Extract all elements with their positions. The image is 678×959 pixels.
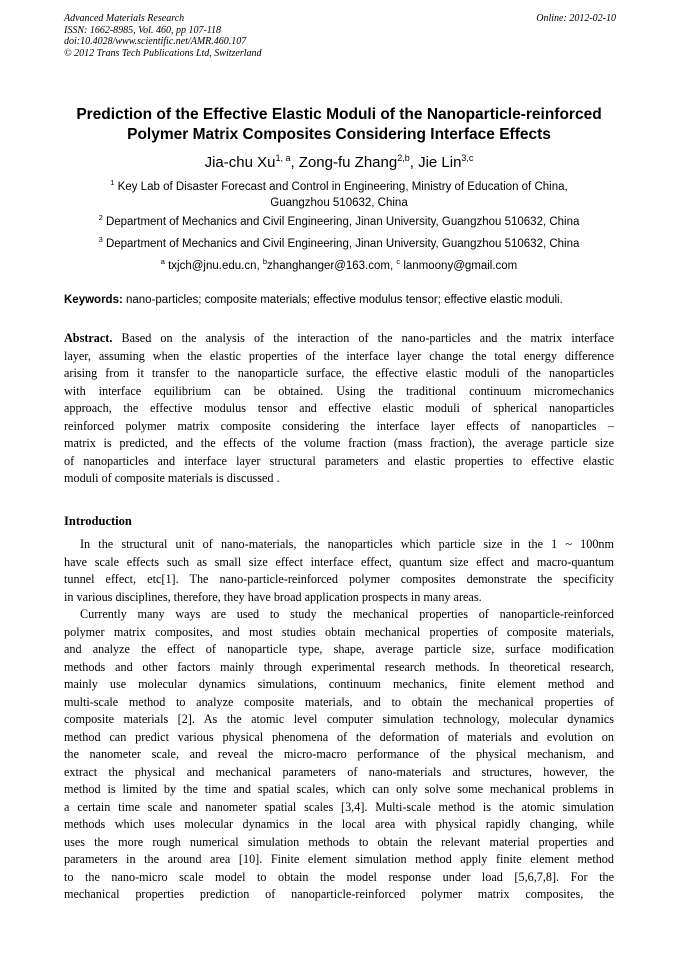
email-c: lanmoony@gmail.com (403, 260, 518, 272)
journal-header (64, 13, 262, 59)
abstract-line: moduli of composite materials is discussed . (64, 471, 280, 485)
affiliation-number: 2 (98, 213, 103, 223)
author-name: Jia-chu Xu (204, 154, 276, 171)
abstract-line (64, 330, 614, 348)
intro-line: mainly use molecular dynamics simulations, continuum mechanics, finite element method and (64, 677, 614, 691)
abstract-line: layer, assuming when the elastic properties of the interface layer change the total energy difference (64, 348, 614, 363)
intro-line: tunnel effect, etc[1]. The nano-particle-reinforced polymer composites demonstrate the specificity (64, 572, 614, 586)
journal-name: Advanced Materials Research (64, 13, 185, 24)
intro-line: to the nano-micro scale model to obtain the model response under load [5,6,7,8]. For the (64, 869, 614, 884)
abstract-label: Abstract. (64, 331, 113, 345)
email-marker: b (262, 257, 268, 267)
affiliation-text: Department of Mechanics and Civil Engineering, Jinan University, Guangzhou 510632, China (105, 216, 580, 228)
keywords-label: Keywords: (64, 294, 123, 306)
intro-line: mechanical properties prediction of nanoparticle-reinforced polymer matrix composites, the (64, 887, 614, 901)
abstract-line: approach, the effective modulus tensor and effective elastic moduli of spherical nanoparticles (64, 401, 614, 415)
email-marker: a (160, 257, 165, 267)
abstract-line: reinforced polymer matrix composite considering the interface layer effects of nanoparticles – (64, 418, 614, 433)
abstract-line-text: Based on the analysis of the interaction of the nano-particles and the matrix interface (112, 331, 614, 345)
abstract-line: with interface equilibrium can be obtained. Using the traditional continuum micromechanics (64, 383, 614, 398)
affiliation-number: 3 (98, 235, 103, 245)
author-affil-marker: 2,b (397, 153, 410, 163)
affiliation-2 (40, 214, 638, 230)
author-name: Jie Lin (418, 154, 462, 171)
copyright-line: © 2012 Trans Tech Publications Ltd, Switzerland (64, 47, 262, 59)
online-date: Online: 2012-02-10 (536, 13, 616, 24)
issn-line: ISSN: 1662-8985, Vol. 460, pp 107-118 (64, 24, 222, 36)
affiliation-text: Key Lab of Disaster Forecast and Control in Engineering, Ministry of Education of China, (117, 181, 568, 193)
title-line-2: Polymer Matrix Composites Considering Interface Effects (127, 126, 551, 143)
email-a: txjch@jnu.edu.cn, (168, 260, 263, 272)
intro-line: extract the physical and mechanical parameters of nano-materials and structures, however, the (64, 764, 614, 779)
affiliation-1 (40, 179, 638, 211)
author-separator: , (290, 154, 299, 171)
intro-line: in various disciplines, therefore, they have broad application prospects in many areas. (64, 589, 482, 604)
intro-line: Currently many ways are used to study the mechanical properties of nanoparticle-reinforced (80, 607, 614, 621)
intro-line: In the structural unit of nano-materials, the nanoparticles which particle size in the 1 ~ 100nm (80, 537, 614, 551)
author-list (40, 153, 638, 173)
intro-line: composite materials [2]. As the atomic level computer simulation technology, molecular dynamics (64, 712, 614, 726)
intro-line: polymer matrix composites, and most studies obtain mechanical properties of composite materials, (64, 624, 614, 639)
affiliation-3 (40, 236, 638, 252)
author-affil-marker: 3,c (461, 153, 474, 163)
abstract-line: arising from it transfer to the nanoparticle surface, the effective elastic moduli of the nanoparticles (64, 366, 614, 380)
abstract-line: of nanoparticles and interface layer structural parameters and elastic properties to effective elastic (64, 453, 614, 468)
introduction-section (64, 536, 614, 904)
title-line-1: Prediction of the Effective Elastic Moduli of the Nanoparticle-reinforced (76, 106, 602, 123)
intro-line: multi-scale method to analyze composite materials, and to obtain the mechanical properties of (64, 694, 614, 709)
abstract-section (64, 330, 614, 488)
affiliation-text: Guangzhou 510632, China (270, 197, 408, 209)
email-marker: c (396, 257, 401, 267)
author-emails (40, 258, 638, 274)
intro-line: method is limited by the time and spatial scales, which can only solve some mechanical problems in (64, 782, 614, 796)
intro-line: method can predict various physical phenomena of the deformation of materials and evolution on (64, 729, 614, 744)
intro-line: and analyze the effect of nanoparticle type, shape, average particle size, surface modification (64, 642, 614, 656)
affiliation-text: Department of Mechanics and Civil Engineering, Jinan University, Guangzhou 510632, China (105, 238, 580, 250)
intro-line: have scale effects such as small size effect interface effect, quantum size effect and macro-quantum (64, 554, 614, 569)
email-b: zhanghanger@163.com, (267, 260, 397, 272)
author-separator: , (409, 154, 419, 171)
keywords-line (64, 292, 624, 308)
abstract-line: matrix is predicted, and the effects of the volume fraction (mass fraction), the average particle size (64, 436, 614, 450)
intro-line: a certain time scale and nanometer spatial scales [3,4]. Multi-scale method is the atomic simulation (64, 799, 614, 814)
intro-line: methods and other factors mainly through experimental research methods. In theoretical research, (64, 659, 614, 674)
intro-line: parameters in the around area [10]. Finite element simulation method apply finite element method (64, 852, 614, 866)
affiliation-number: 1 (110, 178, 115, 188)
doi-line: doi:10.4028/www.scientific.net/AMR.460.107 (64, 36, 247, 47)
intro-line: the nanometer scale, and reveal the micro-macro performance of the physical mechanism, and (64, 747, 614, 761)
keywords-text: nano-particles; composite materials; effective modulus tensor; effective elastic moduli. (122, 294, 563, 306)
section-heading-introduction: Introduction (64, 514, 132, 528)
author-affil-marker: 1, a (275, 153, 291, 163)
paper-title (40, 105, 638, 145)
intro-line: uses the more rough numerical simulation methods to obtain the relevant material properties and (64, 834, 614, 849)
author-name: Zong-fu Zhang (298, 154, 398, 171)
intro-line: methods which uses molecular dynamics in the local area with physical rapidly changing, while (64, 817, 614, 831)
